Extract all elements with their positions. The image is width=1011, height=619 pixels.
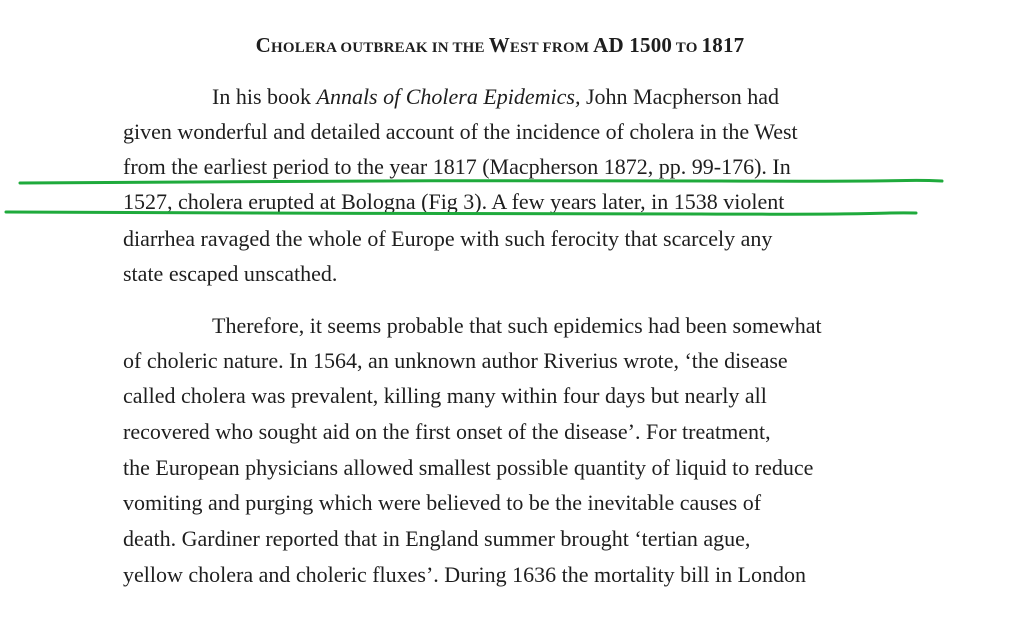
heading-part: 1817 (701, 33, 745, 57)
paragraph-1-line-5: diarrhea ravaged the whole of Europe with such ferocity that scarcely any (123, 226, 773, 251)
text-run: In his book (212, 84, 317, 109)
paragraph-2-line-4: recovered who sought aid on the first onset of the disease’. For treatment, (123, 419, 771, 444)
paragraph-2-line-7: death. Gardiner reported that in England summer brought ‘tertian ague, (123, 526, 751, 551)
heading-part: C (255, 33, 271, 57)
paragraph-1-line-3: from the earliest period to the year 1817 (Macpherson 1872, pp. 99-176). In (123, 154, 791, 179)
paragraph-2-line-3: called cholera was prevalent, killing many within four days but nearly all (123, 383, 767, 408)
paragraph-2-line-6: vomiting and purging which were believed to be the inevitable causes of (123, 490, 762, 515)
heading-part: HOLERA OUTBREAK IN THE (271, 40, 489, 56)
paragraph-1-line-4: 1527, cholera erupted at Bologna (Fig 3). A few years later, in 1538 violent (123, 189, 785, 214)
text-run: John Macpherson had (580, 84, 780, 109)
paragraph-1-line-2: given wonderful and detailed account of the incidence of cholera in the West (123, 119, 798, 144)
heading-part: AD 1500 (593, 33, 673, 57)
paragraph-2-line-5: the European physicians allowed smallest possible quantity of liquid to reduce (123, 455, 814, 480)
heading-part: TO (672, 40, 702, 56)
book-title: Annals of Cholera Epidemics, (316, 84, 581, 109)
heading-part: EST FROM (509, 40, 594, 56)
section-heading (0, 33, 1000, 58)
paragraph-1-line-6: state escaped unscathed. (123, 261, 338, 286)
heading-part: W (488, 33, 510, 57)
green-underline-mark (20, 180, 942, 183)
paragraph-2-line-1: Therefore, it seems probable that such epidemics had been somewhat (212, 313, 822, 338)
paragraph-1-line-1 (212, 85, 779, 109)
paragraph-2-line-8: yellow cholera and choleric fluxes’. During 1636 the mortality bill in London (123, 562, 807, 587)
paragraph-2-line-2: of choleric nature. In 1564, an unknown author Riverius wrote, ‘the disease (123, 348, 788, 373)
